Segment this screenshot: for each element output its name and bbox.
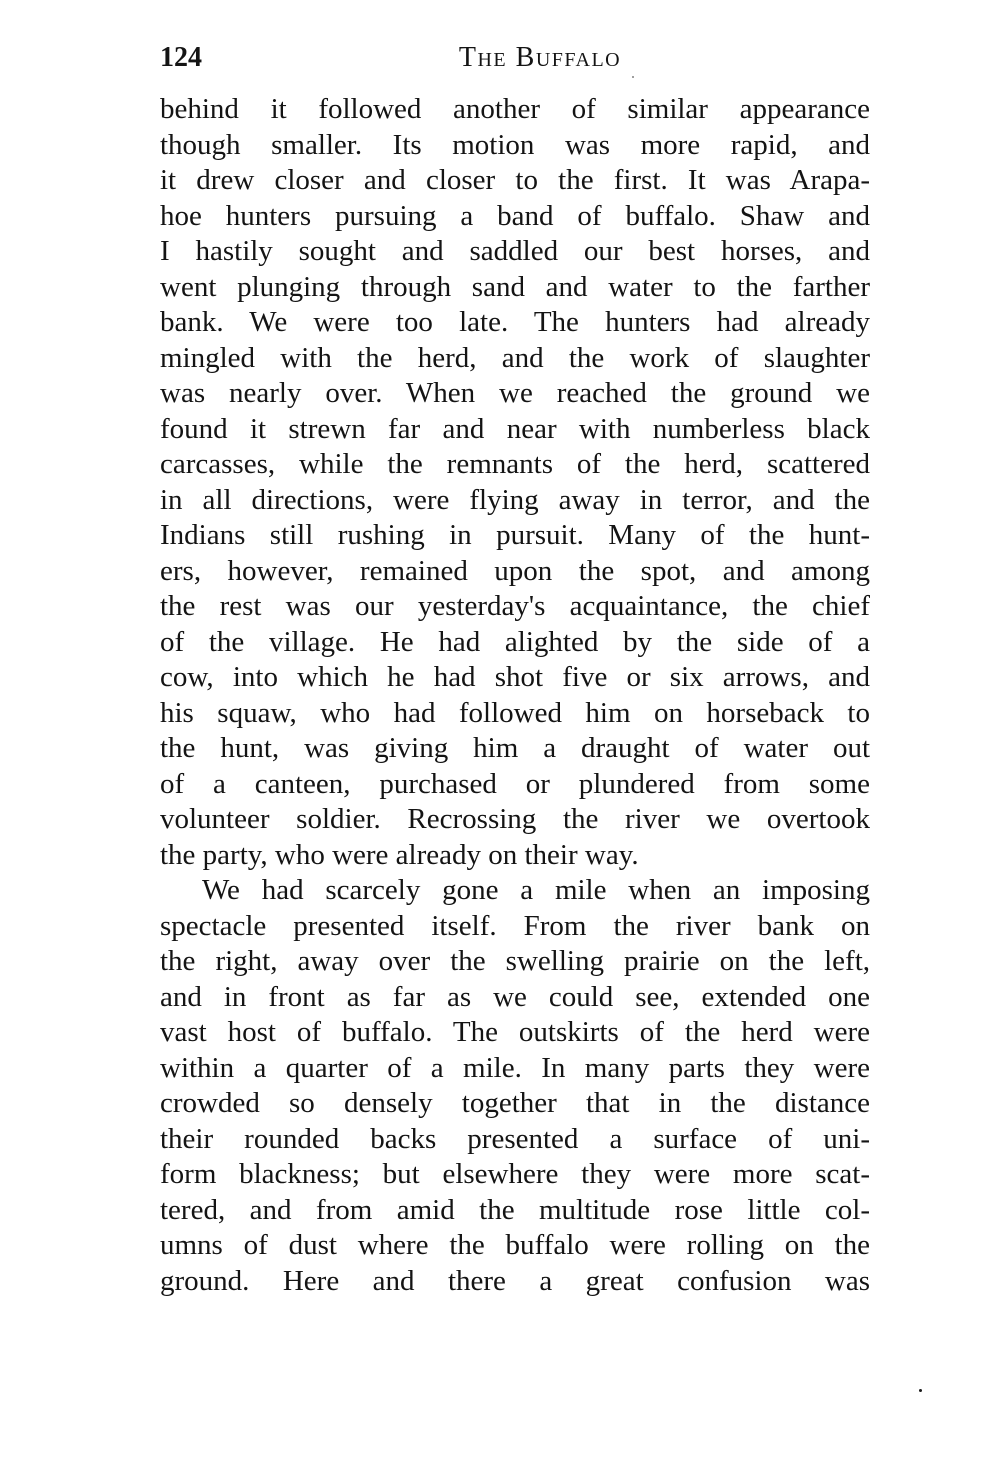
- text-line: the party, who were already on their way.: [160, 838, 639, 871]
- text-line: their rounded backs presented a surface of uni-: [160, 1122, 870, 1155]
- page-header: [160, 38, 870, 82]
- text-line: of the village. He had alighted by the side of a: [160, 625, 870, 658]
- text-line: of a canteen, purchased or plundered from some: [160, 767, 870, 800]
- text-line: vast host of buffalo. The outskirts of the herd were: [160, 1016, 870, 1048]
- text-line: his squaw, who had followed him on horseback to: [160, 696, 870, 729]
- text-line: carcasses, while the remnants of the herd, scattered: [160, 448, 870, 480]
- text-line: volunteer soldier. Recrossing the river we overtook: [160, 803, 870, 835]
- text-line: it drew closer and closer to the first. It was Arapa-: [160, 164, 870, 196]
- text-line: though smaller. Its motion was more rapid, and: [160, 128, 870, 161]
- paragraph: [160, 873, 870, 1299]
- text-line: We had scarcely gone a mile when an imposing: [202, 874, 870, 906]
- text-line: cow, into which he had shot five or six arrows, and: [160, 661, 870, 693]
- text-line: the right, away over the swelling prairie on the left,: [160, 945, 870, 977]
- text-line: went plunging through sand and water to the farther: [160, 270, 870, 303]
- text-line: umns of dust where the buffalo were rolling on the: [160, 1229, 870, 1261]
- text-line: was nearly over. When we reached the ground we: [160, 377, 870, 409]
- running-title: The Buffalo: [458, 42, 622, 73]
- text-line: and in front as far as we could see, extended one: [160, 980, 870, 1013]
- text-line: the hunt, was giving him a draught of water out: [160, 732, 870, 764]
- paragraph: [160, 92, 870, 873]
- text-line: ground. Here and there a great confusion was: [160, 1264, 870, 1297]
- text-line: mingled with the herd, and the work of slaughter: [160, 341, 870, 374]
- page-number: 124: [160, 42, 202, 73]
- text-line: the rest was our yesterday's acquaintance, the chief: [160, 590, 870, 622]
- text-line: I hastily sought and saddled our best horses, and: [160, 235, 870, 267]
- text-line: ers, however, remained upon the spot, and among: [160, 554, 870, 587]
- text-line: crowded so densely together that in the distance: [160, 1087, 870, 1119]
- text-line: behind it followed another of similar appearance: [160, 93, 870, 125]
- text-line: bank. We were too late. The hunters had already: [160, 306, 870, 338]
- text-line: spectacle presented itself. From the river bank on: [160, 909, 870, 942]
- text-line: hoe hunters pursuing a band of buffalo. Shaw and: [160, 199, 870, 232]
- ink-speck: [919, 1389, 922, 1392]
- text-line: within a quarter of a mile. In many parts they were: [160, 1051, 870, 1084]
- text-line: tered, and from amid the multitude rose little col-: [160, 1193, 870, 1226]
- text-line: Indians still rushing in pursuit. Many of the hunt-: [160, 519, 870, 551]
- text-line: in all directions, were flying away in terror, and the: [160, 483, 870, 516]
- body-text: [160, 92, 870, 1299]
- text-line: form blackness; but elsewhere they were more scat-: [160, 1158, 870, 1190]
- text-line: found it strewn far and near with numberless black: [160, 412, 870, 445]
- ink-speck: [632, 76, 634, 78]
